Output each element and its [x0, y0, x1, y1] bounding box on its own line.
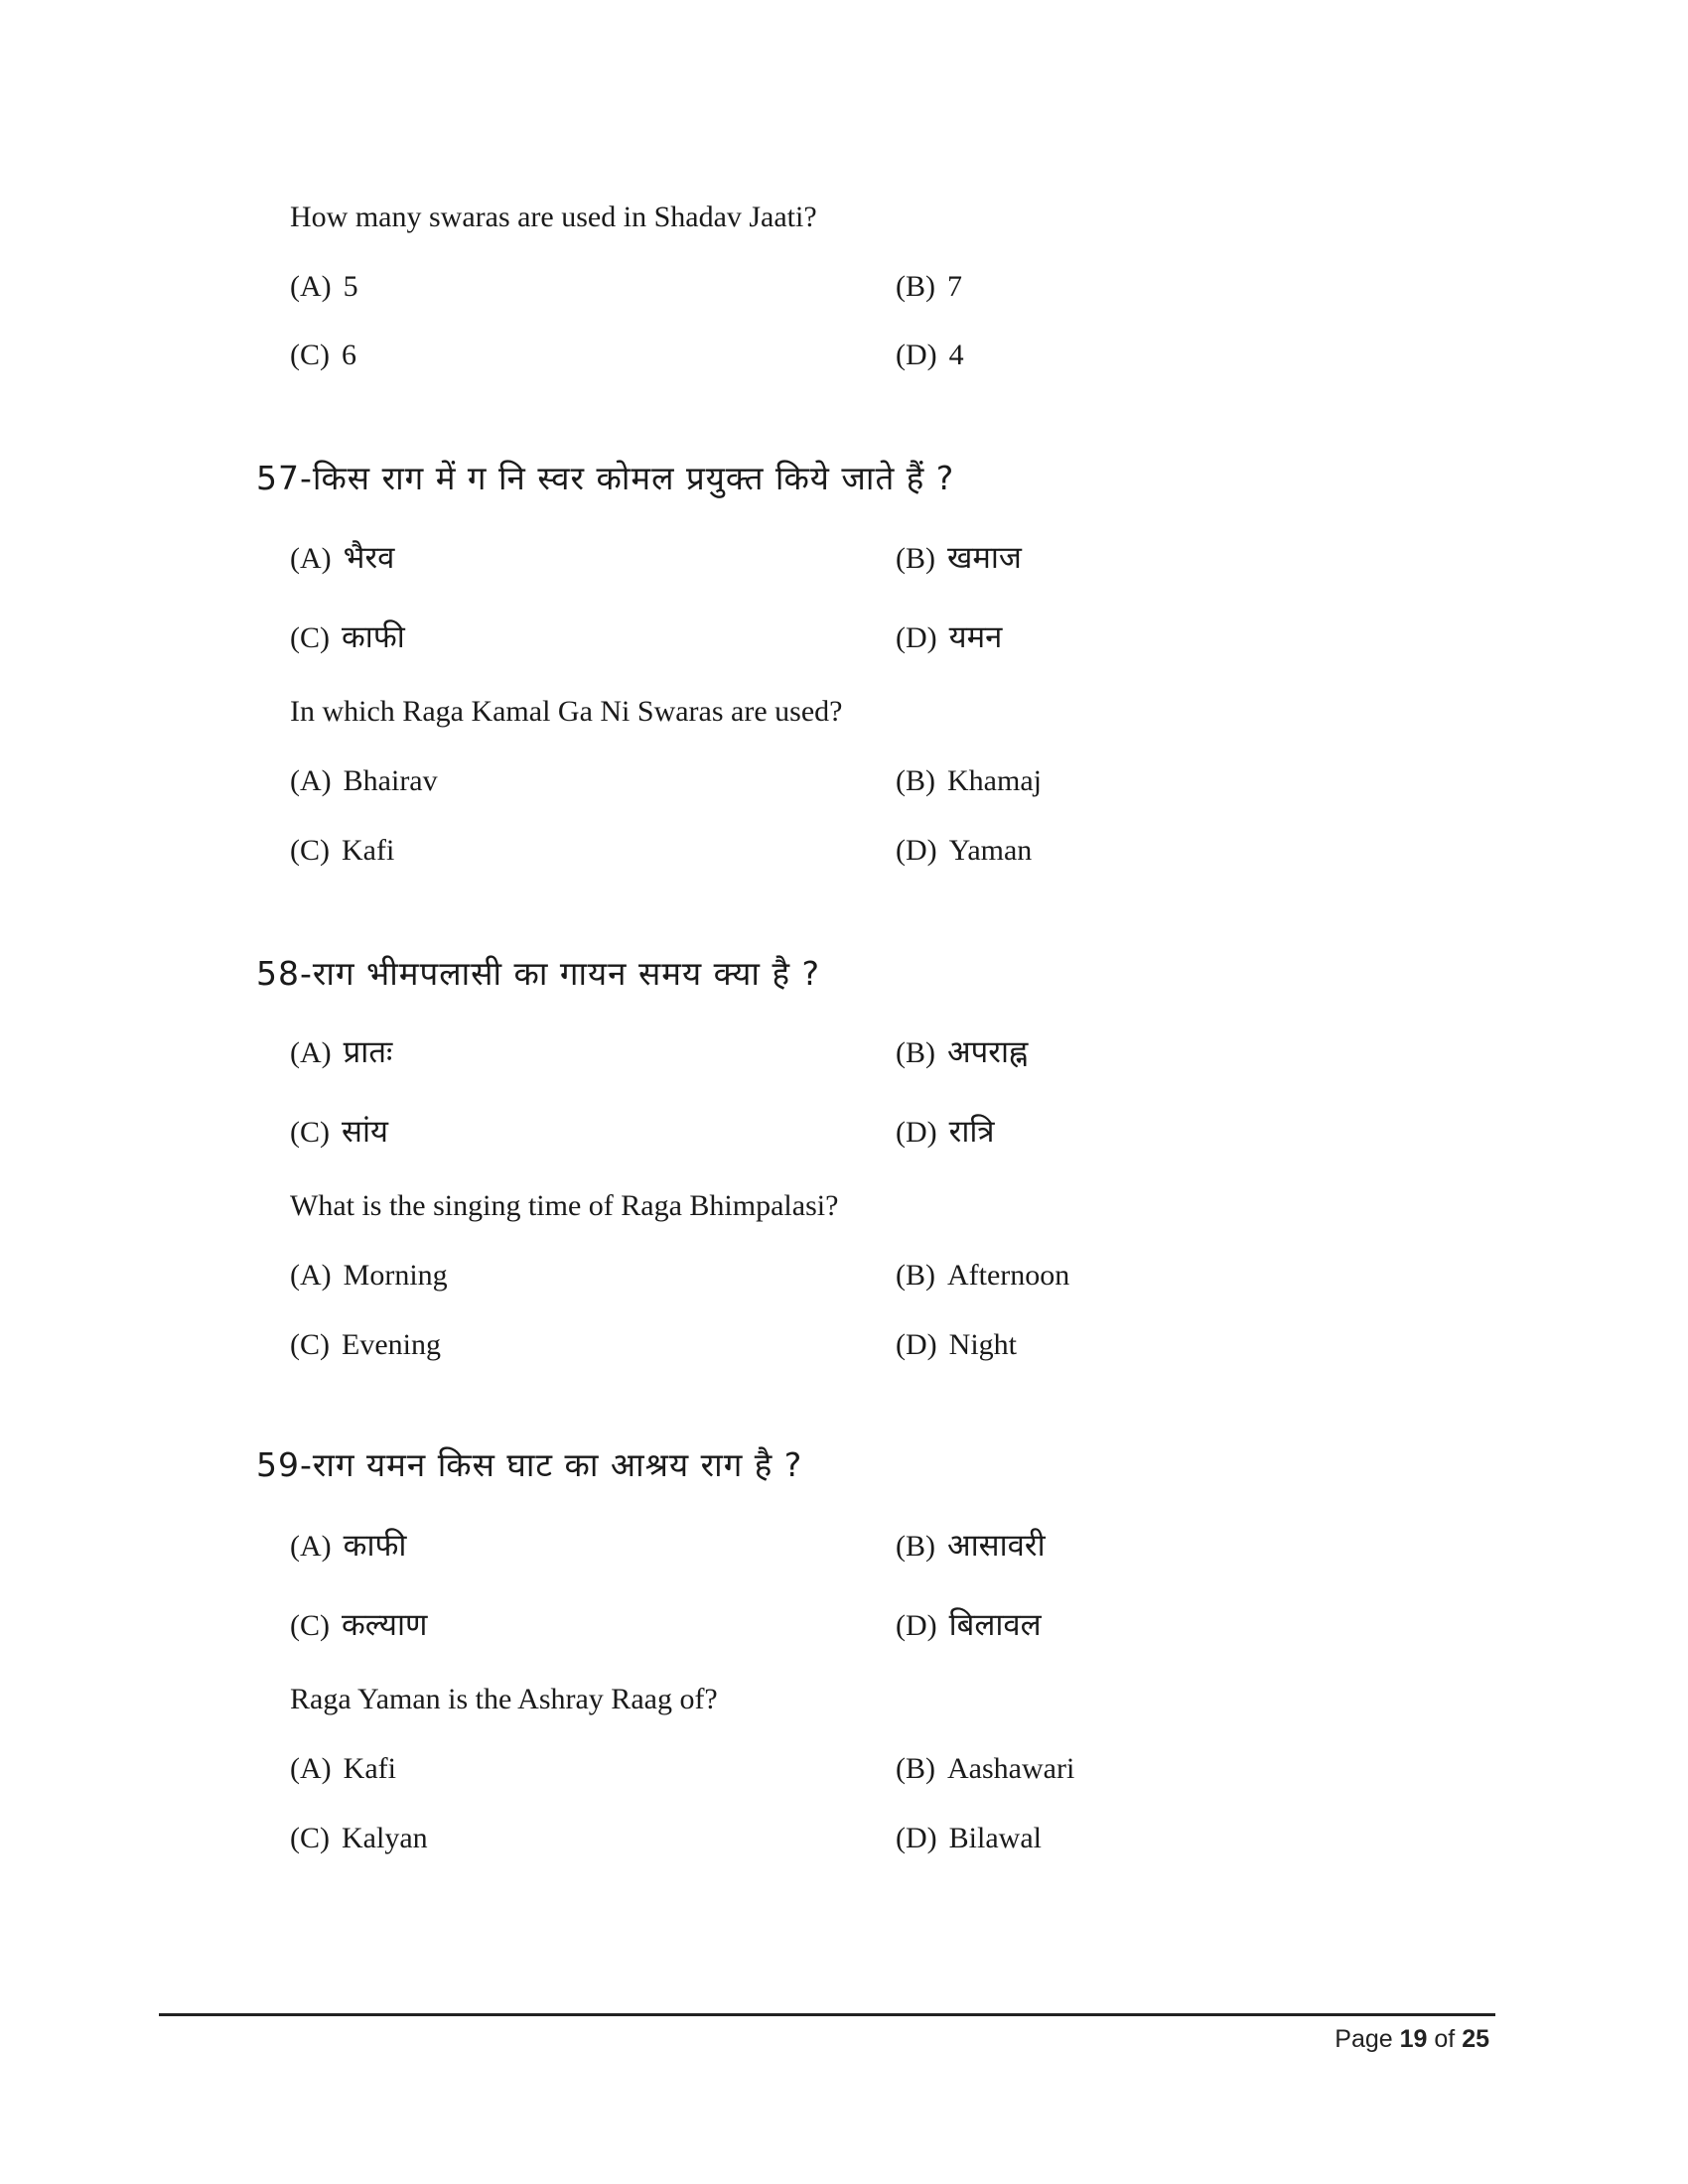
q58-hindi-option-a: (A) प्रातः	[290, 1034, 393, 1070]
page-number	[1335, 2025, 1489, 2054]
q58-option-c: (C) Evening	[290, 1328, 441, 1361]
total-pages: 25	[1462, 2025, 1489, 2053]
q59-option-a: (A) Kafi	[290, 1752, 396, 1785]
question-58-english: What is the singing time of Raga Bhimpalasi?	[290, 1189, 839, 1222]
question-58-hindi: 58-राग भीमपलासी का गायन समय क्या है ?	[256, 954, 820, 993]
question-59-hindi: 59-राग यमन किस घाट का आश्रय राग है ?	[256, 1445, 803, 1484]
question-59-english: Raga Yaman is the Ashray Raag of?	[290, 1683, 718, 1715]
q59-hindi-option-a: (A) काफी	[290, 1528, 407, 1564]
of-word: of	[1434, 2025, 1456, 2053]
q57-option-b: (B) Khamaj	[896, 764, 1042, 797]
q58-hindi-option-c: (C) सांय	[290, 1114, 388, 1150]
q58-hindi-option-b: (B) अपराह्न	[896, 1034, 1029, 1070]
q56-option-b: (B) 7	[896, 270, 962, 303]
q59-hindi-option-d: (D) बिलावल	[896, 1607, 1042, 1643]
q57-hindi-option-b: (B) खमाज	[896, 540, 1022, 576]
question-57-english: In which Raga Kamal Ga Ni Swaras are used?	[290, 695, 843, 728]
q57-hindi-option-a: (A) भैरव	[290, 540, 395, 576]
q58-option-b: (B) Afternoon	[896, 1259, 1070, 1292]
q58-option-a: (A) Morning	[290, 1259, 448, 1292]
q59-option-b: (B) Aashawari	[896, 1752, 1075, 1785]
q56-option-d: (D) 4	[896, 339, 964, 371]
q57-option-c: (C) Kafi	[290, 834, 395, 867]
footer-divider	[159, 2013, 1495, 2016]
current-page: 19	[1399, 2025, 1428, 2053]
q58-hindi-option-d: (D) रात्रि	[896, 1114, 995, 1150]
page-word: Page	[1335, 2025, 1393, 2053]
q56-option-a: (A) 5	[290, 270, 358, 303]
q57-hindi-option-c: (C) काफी	[290, 619, 405, 655]
q59-hindi-option-c: (C) कल्याण	[290, 1607, 428, 1643]
q56-option-c: (C) 6	[290, 339, 356, 371]
q57-option-d: (D) Yaman	[896, 834, 1033, 867]
question-56-english: How many swaras are used in Shadav Jaati?	[290, 201, 817, 233]
q57-option-a: (A) Bhairav	[290, 764, 438, 797]
q59-hindi-option-b: (B) आसावरी	[896, 1528, 1046, 1564]
question-57-hindi: 57-किस राग में ग नि स्वर कोमल प्रयुक्त किये जाते हैं ?	[256, 459, 955, 497]
q58-option-d: (D) Night	[896, 1328, 1017, 1361]
q59-option-d: (D) Bilawal	[896, 1822, 1042, 1854]
q59-option-c: (C) Kalyan	[290, 1822, 428, 1854]
q57-hindi-option-d: (D) यमन	[896, 619, 1003, 655]
